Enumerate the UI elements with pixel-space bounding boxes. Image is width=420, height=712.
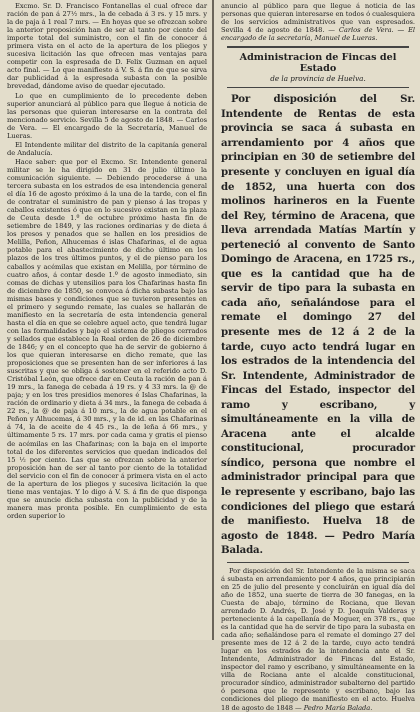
column-divider (212, 0, 214, 640)
rociana-notice-text: Por disposición del Sr. Intendente de la misma se saca á subasta en arrendamiento por 4 años, que principiarán en 25 de julio del presente y concluirán en igual día del año de 1852, una suerte de tierra de 30 fanegas, en la Cuesta de abajo, término de Rociana, que llevan arrendado D. Andrés, D. José y D. Joaquín Valderas y perteneciente á la capellanía de Moguer, en 378 rs., que es la cantidad que ha de servir de tipo para la subasta en cada año; señalándose para el remate el domingo 27 del presente mes de 12 á 2 de la tarde, cuyo acto tendrá lugar en los estrados de la intendencia ante el Sr. Intendente, Administrador de Fincas del Estado, inspector del ramo y escribano, y simultáneamente en la villa de Rociana ante el alcalde constitucional, procurador síndico, administrador subalterno del partido ó persona que le represente y escribano, bajo las condiciones del pliego de manifiesto en el acto. Huelva 18 de agosto de 1848 — (221, 566, 415, 712)
right-paragraph-1-signature: Carlos de Vera. — El encargado de la secretaría, Manuel de Lueras. (221, 26, 415, 43)
section-rule-top (227, 46, 409, 48)
left-paragraph-1: Excmo. Sr. D. Francisco Fontanellas el cual ofrece dar ración de pan á 27½ mrs., la de cebada á 3 rs. y 15 mrs. y la de paja á 1 real 7 mrs. — En hoyas que se ofrezcan sobre la anterior proposición han de ser al tanto por ciento del importe total del suministro, con el fin de conocer á primera vista en el acto de la apertura de los pliegos y sucesiva licitación las que ofrecen mas ventajas para competir con la espresada de D. Felix Guzman en aquel acto final. — Lo que manifiesto á V. S. á fin de que se sirva dar publicidad á la espresada subasta con la posible brevedad, dándome aviso de quedar ejecutado. (7, 2, 207, 91)
section-heading: Administracion de Fincas del Estado (239, 52, 397, 75)
right-column (219, 0, 417, 712)
right-paragraph-1-text: anuncio al público para que llegue á noticia de las personas que quieran interesarse en todos ó cualesquiera de los servicios administrativos que van espresados. Sevilla 4 de agosto de 1848. — (221, 2, 415, 35)
left-column (5, 0, 209, 640)
huerta-notice (221, 92, 415, 558)
section-subheading: de la provincia de Huelva. (270, 74, 366, 84)
huerta-notice-signature: Pedro María Balada. (221, 529, 415, 557)
left-paragraph-2: Lo que en cumplimiento de lo precedente deben superior anunciará al público para que llegue á noticia de las personas que quieran interesarse en la contrata del mencionado servicio. Sevilla 5 de agosto de 1848. — Carlos de Vera. — El encargado de la Secretaría, Manuel de Lueras. (7, 91, 207, 140)
rociana-notice (221, 567, 415, 712)
left-paragraph-3: El Intendente militar del distrito de la capitanía general de Andalucía. (7, 140, 207, 157)
section-rule-under-heading (227, 87, 409, 88)
rociana-notice-signature: Pedro María Balada. (303, 703, 373, 712)
huerta-notice-text: Por disposición del Sr. Intendente de Rentas de esta provincia se saca á subasta en arrendamiento por 4 años que principian en 30 de setiembre del presente y concluyen en igual día de 1852, una huerta con dos molinos harineros en la Fuente del Rey, término de Aracena, que lleva arrendada Matías Martín y perteneció al convento de Santo Domingo de Aracena, en 1725 rs., que es la cantidad que ha de servir de tipo para la subasta en cada año, señalándose para el remate el domingo 27 del presente mes de 12 á 2 de la tarde, cuyo acto tendrá lugar en los estrados de la intendencia del Sr. Intendente, Administrador de Fincas del Estado, inspector del ramo y escribano, y simultáneamente en la villa de Aracena ante el alcalde constitucional, procurador síndico, persona que nombre el administrador principal para que le represente y escribano, bajo las condiciones del pliego que estará de manifiesto. Huelva 18 de agosto de 1848. — (221, 93, 415, 542)
section-rule-bottom (227, 562, 409, 563)
right-paragraph-1 (221, 2, 415, 42)
left-paragraph-4: Hace saber: que por el Excmo. Sr. Intendente general militar se le ha dirigido en 31 de julio último la comunicación siguiente. — Debiendo procederse á una tercera subasta en los estrados de esa intendencia general el día 16 de agosto próximo á la una de la tarde, con el fin de contratar el suministro de pan y pienso á las tropas y caballos existentes ó que en lo sucesivo existan en la plaza de Ceuta desde 1.º de octubre próximo hasta fin de setiembre de 1849, y las raciones ordinarias y de dieta á los presos y penados que se hallen en los presidios de Melilla, Peñon, Alhucemas é islas Chafarinas, el de agua potable para el abastecimiento de dicho último en los plazos de los tres últimos puntos, y el de pienso para los caballos y acémilas que existan en Melilla, por término de cuatro años, á contar desde 1.º de agosto inmediato, sin comas de dichas y utensilios para los Chafarinas hasta fin de diciembre de 1850, se convoca á dicha subasta bajo las mismas bases y condiciones que se tuvieron presentes en el primero y segundo remate, las cuales se hallarán de manifiesto en la secretaría de esta intendencia general hasta el día en que se celebre aquel acto, que tendrá lugar con las formalidades y bajo el sistema de pliegos cerrados y sellados que establece la Real orden de 26 de diciembre de 1846; y en el concepto que ha de servir de gobierno á los que quieran interesarse en dicho remate, que las proposiciones que se presenten han de ser inferiores á las suscritas y que se obliga á sostener en el referido acto D. Cristóbal León, que ofrece dar en Ceuta la ración de pan á 19 mrs., la fanega de cebada á 19 rs. y 4 33 mrs. la @ de paja; y en los tres presidios menores é Islas Chafarinas, la ración de ordinario y dieta á 34 mrs., la fanega de cebada á 22 rs., la @ de paja á 10 mrs., la de agua potable en el Peñon y Alhucemas, á 30 mrs., y la de id. en las Chafarinas á 74, la de aceite de 4 45 rs., la de leña á 66 mrs., y últimamente 5 rs. 17 mrs. por cada cama y gratis el pienso de acémilas en las Chafarinas; con la baja en el importe total de los diferentes servicios que quedan indicados del 15 ½ por ciento. Las que se ofrezcan sobre la anterior proposición han de ser al tanto por ciento de la totalidad del servicio con el fin de conocer á primera vista en el acto de la apertura de los pliegos y sucesiva licitación la que tiene mas ventajas. Y lo digo á V. S. á fin de que disponga que se anuncie dicha subasta con la publicidad y de la manera mas pronta posible. En cumplimiento de esta orden superior lo (7, 157, 207, 520)
